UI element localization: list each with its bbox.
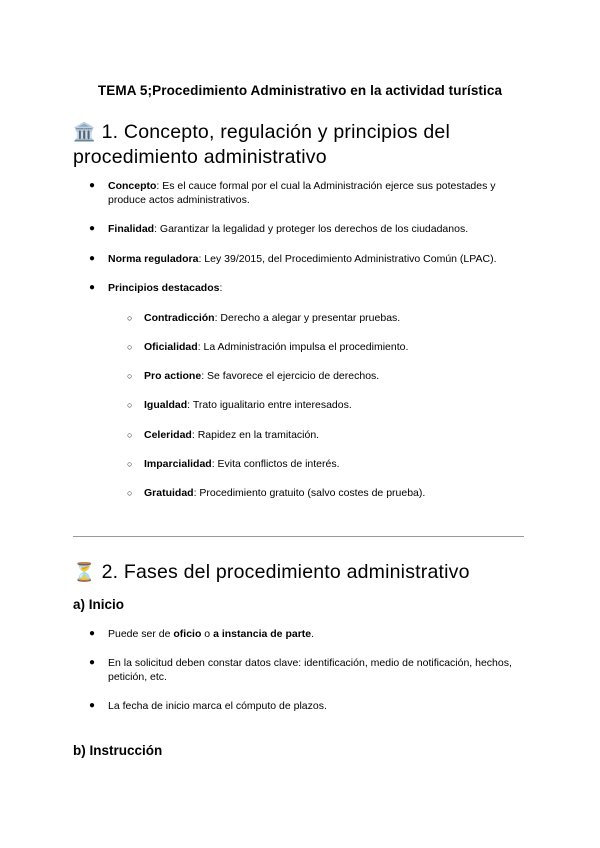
text: o xyxy=(201,628,214,640)
classical-building-icon: 🏛️ xyxy=(73,122,96,143)
term: Imparcialidad xyxy=(144,458,212,470)
term: Oficialidad xyxy=(144,341,198,353)
bullet-icon: ● xyxy=(89,253,96,264)
term: Contradicción xyxy=(144,312,215,324)
section-1-heading-line2: procedimiento administrativo xyxy=(73,146,327,168)
term: Igualdad xyxy=(144,399,188,411)
bullet-icon: ● xyxy=(89,180,96,191)
list-item-inicio-3 xyxy=(89,699,528,713)
definition: : Evita conflictos de interés. xyxy=(211,458,340,470)
term-oficio: oficio xyxy=(173,628,202,640)
principle-pro-actione xyxy=(127,369,544,383)
list-item-concepto xyxy=(89,179,528,207)
circle-bullet-icon: ○ xyxy=(127,313,133,323)
bullet-icon: ● xyxy=(89,700,96,711)
definition: : Rapidez en la tramitación. xyxy=(191,429,320,441)
term: Norma reguladora xyxy=(108,253,199,265)
circle-bullet-icon: ○ xyxy=(127,459,133,469)
definition: : Ley 39/2015, del Procedimiento Administrativo Común (LPAC). xyxy=(198,253,497,265)
term: Gratuidad xyxy=(144,487,194,499)
term: Finalidad xyxy=(108,223,155,235)
principle-celeridad xyxy=(127,428,544,442)
document-title: TEMA 5;Procedimiento Administrativo en la actividad turística xyxy=(97,83,503,98)
section-1-heading-line1: 1. Concepto, regulación y principios del xyxy=(101,121,450,143)
section-1-heading xyxy=(73,120,450,170)
definition: : Garantizar la legalidad y proteger los derechos de los ciudadanos. xyxy=(154,223,469,235)
circle-bullet-icon: ○ xyxy=(127,488,133,498)
principle-oficialidad xyxy=(127,340,544,354)
definition: : La Administración impulsa el procedimiento. xyxy=(197,341,409,353)
circle-bullet-icon: ○ xyxy=(127,400,133,410)
hourglass-icon: ⏳ xyxy=(73,562,96,583)
definition: : Trato igualitario entre interesados. xyxy=(187,399,352,411)
section-2-heading-text: 2. Fases del procedimiento administrativo xyxy=(101,561,470,583)
term: Principios destacados xyxy=(108,282,220,294)
definition: : Es el cauce formal por el cual la Administración ejerce sus potestades y produce actos administrativos. xyxy=(108,180,496,206)
definition: : Derecho a alegar y presentar pruebas. xyxy=(214,312,401,324)
circle-bullet-icon: ○ xyxy=(127,371,133,381)
text: Puede ser de xyxy=(108,628,174,640)
text: En la solicitud deben constar datos clave: identificación, medio de notificación, hechos, petición, etc. xyxy=(108,657,512,683)
principle-igualdad xyxy=(127,398,544,412)
list-item-inicio-1 xyxy=(89,627,528,641)
section-2-heading xyxy=(73,560,470,585)
term: Pro actione xyxy=(144,370,202,382)
circle-bullet-icon: ○ xyxy=(127,342,133,352)
principle-gratuidad xyxy=(127,486,544,500)
bullet-icon: ● xyxy=(89,282,96,293)
term-instancia-de-parte: a instancia de parte xyxy=(213,628,312,640)
subsection-a-heading: a) Inicio xyxy=(73,597,125,612)
definition: : xyxy=(219,282,223,294)
horizontal-divider xyxy=(73,536,524,537)
text: La fecha de inicio marca el cómputo de plazos. xyxy=(108,700,327,712)
bullet-icon: ● xyxy=(89,628,96,639)
term: Concepto xyxy=(108,180,157,192)
principle-contradiccion xyxy=(127,311,544,325)
circle-bullet-icon: ○ xyxy=(127,430,133,440)
term: Celeridad xyxy=(144,429,192,441)
bullet-icon: ● xyxy=(89,223,96,234)
list-item-finalidad xyxy=(89,222,528,236)
list-item-inicio-2 xyxy=(89,656,528,684)
subsection-b-heading: b) Instrucción xyxy=(73,743,163,758)
list-item-norma-reguladora xyxy=(89,252,528,266)
definition: : Procedimiento gratuito (salvo costes de prueba). xyxy=(193,487,426,499)
list-item-principios xyxy=(89,281,528,295)
principle-imparcialidad xyxy=(127,457,544,471)
definition: : Se favorece el ejercicio de derechos. xyxy=(201,370,380,382)
bullet-icon: ● xyxy=(89,657,96,668)
text: . xyxy=(311,628,315,640)
